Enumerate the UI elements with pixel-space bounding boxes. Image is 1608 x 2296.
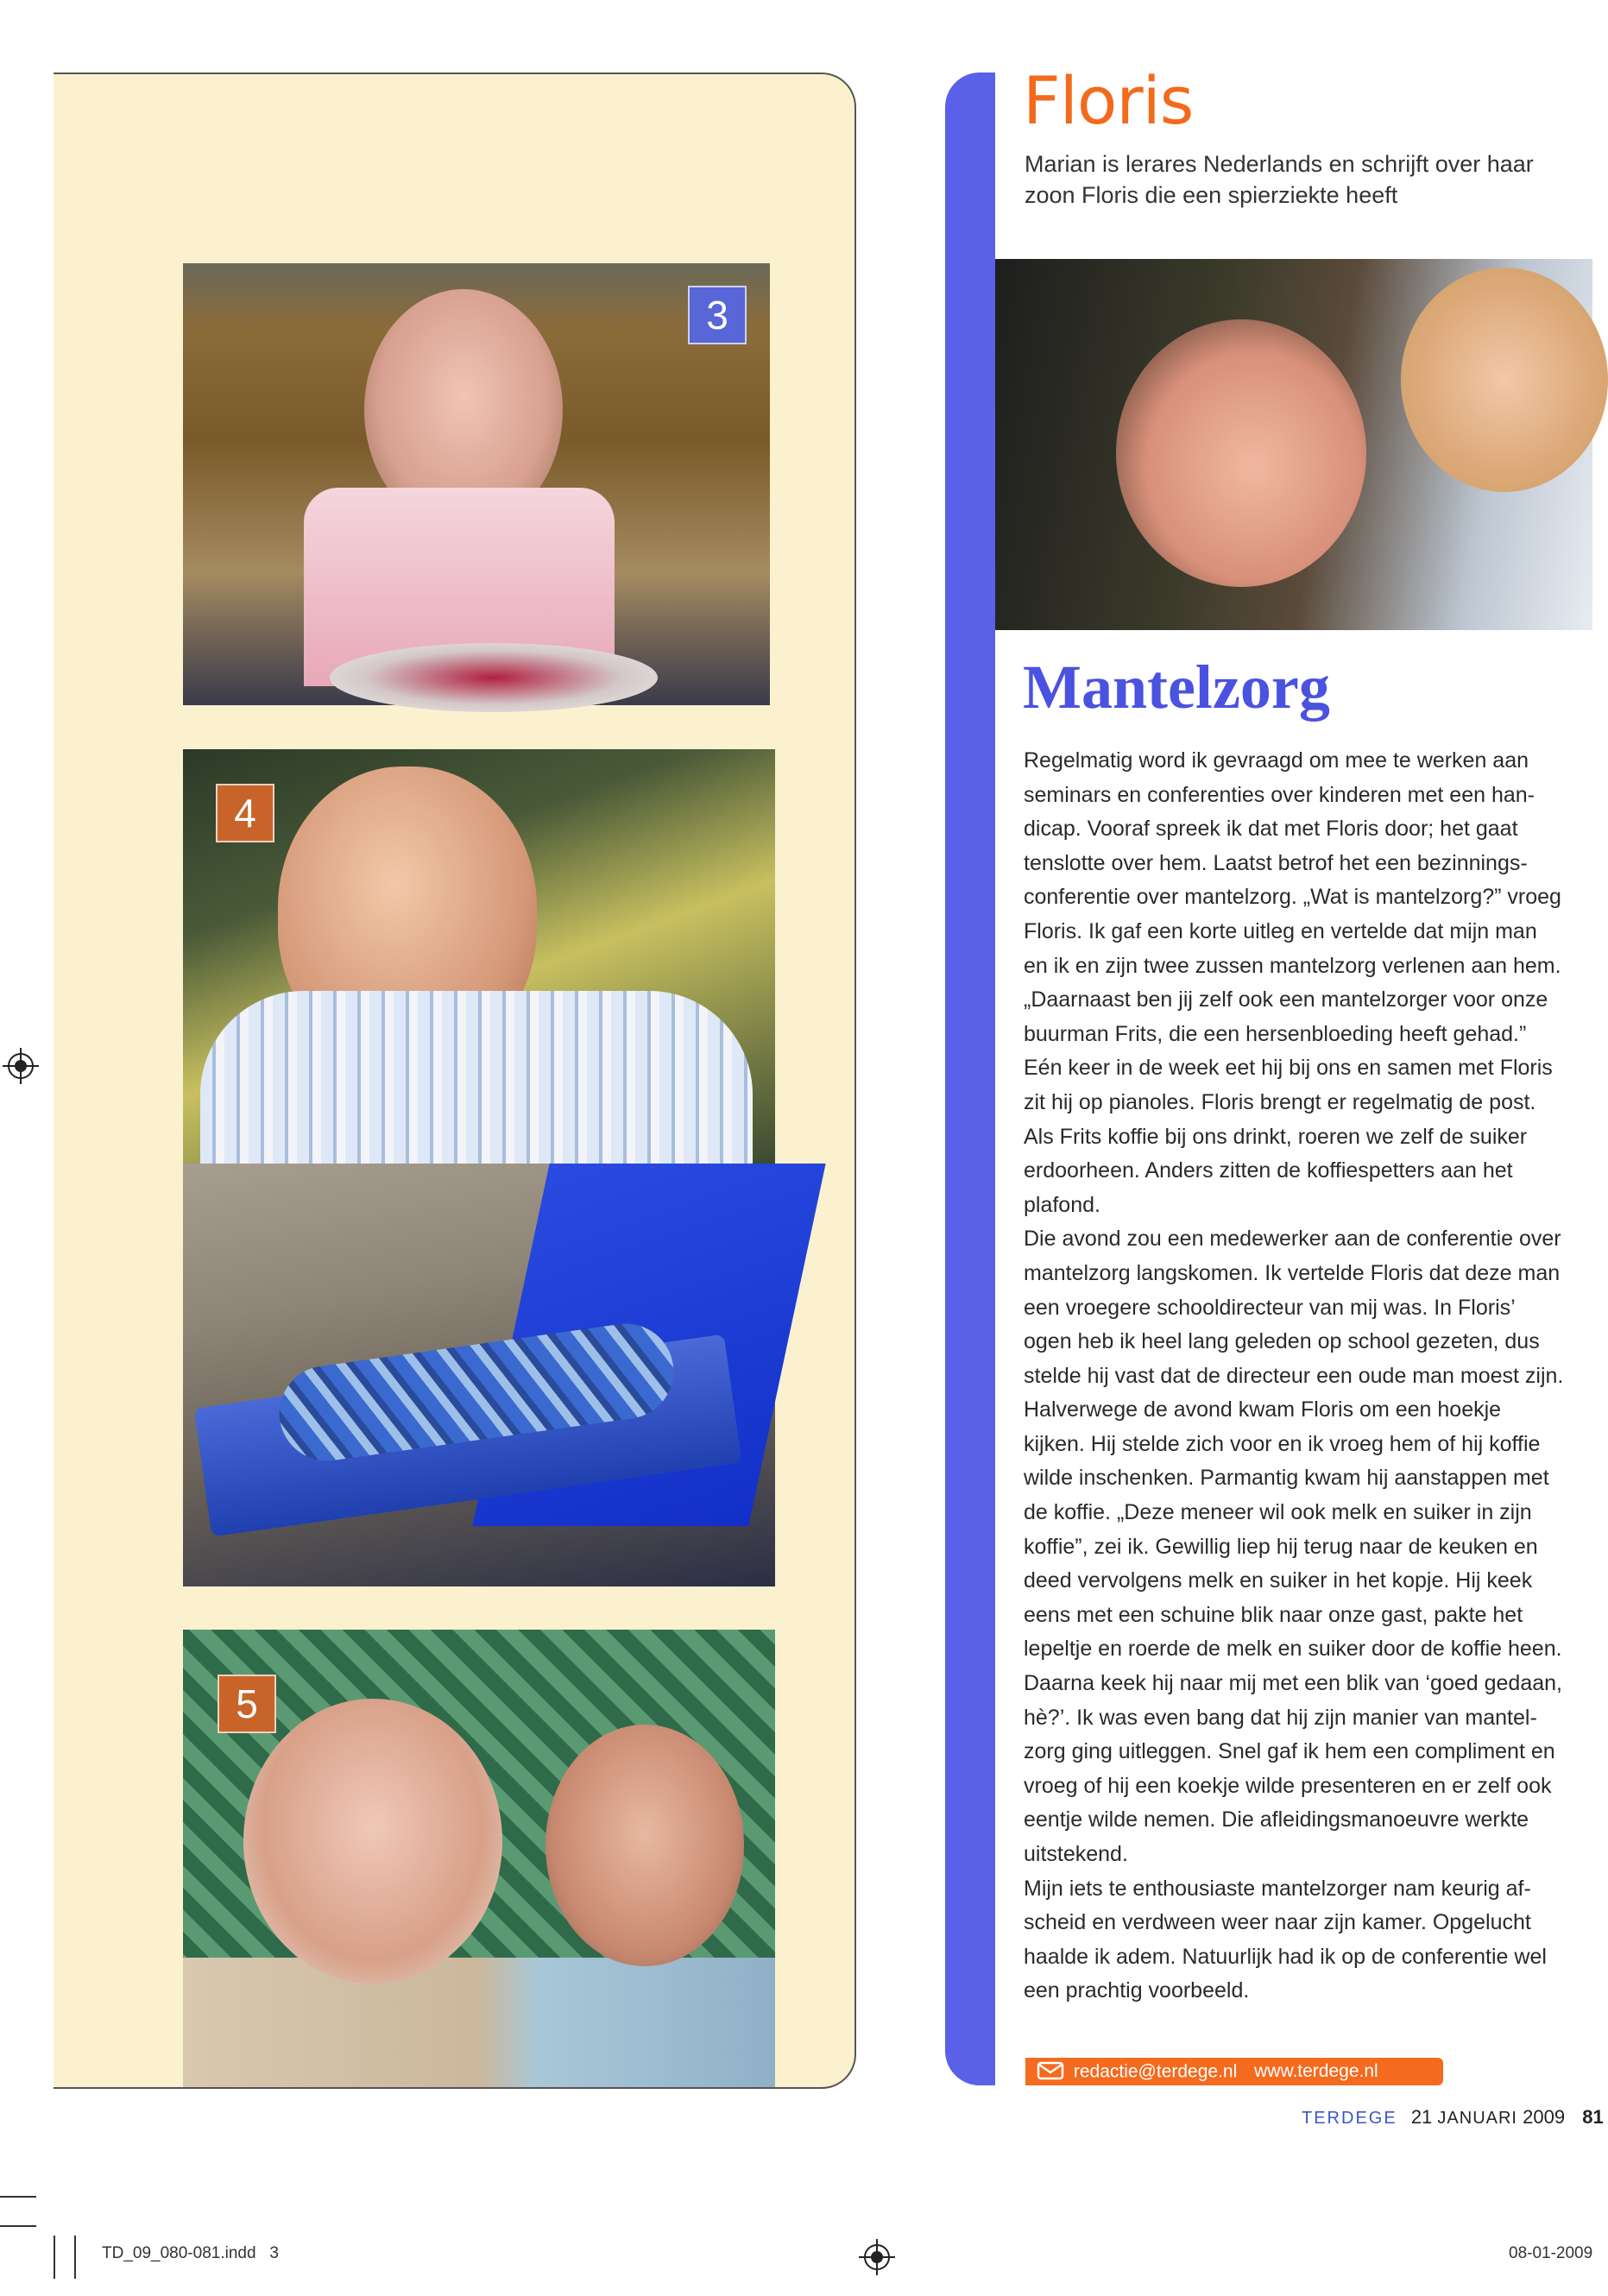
article-line: uitstekend. xyxy=(1024,1842,1128,1866)
article-line: Mijn iets te enthousiaste mantelzorger nam keurig af- xyxy=(1024,1876,1531,1901)
contact-bar xyxy=(1025,2058,1443,2085)
boy-face xyxy=(1116,319,1366,587)
article-line: wilde inschenken. Parmantig kwam hij aanstappen met xyxy=(1024,1466,1549,1491)
page-folio xyxy=(1302,2106,1604,2129)
issue-day: 21 xyxy=(1410,2106,1433,2128)
slug-filename: TD_09_080-081.indd 3 xyxy=(102,2244,279,2262)
article-line: de koffie. „Deze meneer wil ook melk en suiker in zijn xyxy=(1024,1500,1532,1525)
crop-mark xyxy=(0,2225,36,2227)
article-line: een prachtig voorbeeld. xyxy=(1024,1978,1250,2003)
lounger-photo xyxy=(183,1164,775,1586)
article-line: buurman Frits, die een hersenbloeding heeft gehad.” xyxy=(1024,1021,1527,1046)
article-line: ogen heb ik heel lang geleden op school gezeten, dus xyxy=(1024,1329,1540,1354)
envelope-icon xyxy=(1037,2062,1063,2079)
crop-mark xyxy=(54,2236,55,2279)
striped-shirt xyxy=(200,991,753,1181)
article-line: Halverwege de avond kwam Floris om een hoekje xyxy=(1024,1397,1502,1422)
photo-number-badge: 3 xyxy=(688,286,747,344)
slug-date: 08-01-2009 xyxy=(1509,2244,1593,2262)
contact-email-link[interactable]: redactie@terdege.nl xyxy=(1073,2061,1238,2082)
article-line: kijken. Hij stelde zich voor en ik vroeg hem of hij koffie xyxy=(1024,1431,1541,1456)
man-portrait-photo xyxy=(183,749,775,1164)
article-line: Als Frits koffie bij ons drinkt, roeren we zelf de suiker xyxy=(1024,1124,1528,1149)
article-line: plafond. xyxy=(1024,1192,1100,1217)
article-line: „Daarnaast ben jij zelf ook een mantelzorger voor onze xyxy=(1024,987,1548,1012)
article-line: eentje wilde nemen. Die afleidingsmanoeuvre werkte xyxy=(1024,1807,1529,1832)
article-line: koffie”, zei ik. Gewillig liep hij terug naar de keuken en xyxy=(1024,1534,1538,1559)
article-line: en ik en zijn twee zussen mantelzorg verlenen aan hem. xyxy=(1024,953,1561,978)
dessert-plate xyxy=(330,643,658,712)
crop-mark xyxy=(0,2196,36,2198)
article-line: zorg ging uitleggen. Snel gaf ik hem een compliment en xyxy=(1024,1739,1555,1764)
crop-mark xyxy=(74,2236,76,2279)
article-title: Mantelzorg xyxy=(1023,653,1330,722)
article-line: hè?’. Ik was even bang dat hij zijn manier van mantel- xyxy=(1024,1705,1537,1730)
floris-and-mother-photo xyxy=(995,259,1592,630)
article-line: lepeltje en roerde de melk en suiker door de koffie heen. xyxy=(1024,1637,1562,1662)
couple-clothes xyxy=(183,1958,775,2087)
article-line: vroeg of hij een koekje wilde presenteren en er zelf ook xyxy=(1024,1773,1552,1798)
issue-year: 2009 xyxy=(1523,2106,1566,2128)
registration-mark-icon xyxy=(8,1053,34,1079)
magazine-name: TERDEGE xyxy=(1302,2109,1397,2128)
article-line: stelde hij vast dat de directeur een oude man moest zijn. xyxy=(1024,1363,1564,1388)
column-intro: Marian is lerares Nederlands en schrijft over haar zoon Floris die een spierziekte heeft xyxy=(1025,151,1534,208)
article-line: mantelzorg langskomen. Ik vertelde Floris dat deze man xyxy=(1024,1260,1561,1285)
elderly-man xyxy=(545,1725,744,1966)
photo-number-badge: 4 xyxy=(216,784,274,842)
article-line: Eén keer in de week eet hij bij ons en samen met Floris xyxy=(1024,1056,1553,1081)
article-line: tenslotte over hem. Laatst betrof het een bezinnings- xyxy=(1024,850,1528,875)
article-line: zit hij op pianoles. Floris brengt er regelmatig de post. xyxy=(1024,1089,1536,1114)
article-line: erdoorheen. Anders zitten de koffiespetters aan het xyxy=(1024,1158,1513,1183)
column-title: Floris xyxy=(1023,62,1194,139)
contact-website-link[interactable]: www.terdege.nl xyxy=(1254,2061,1378,2082)
registration-mark-icon xyxy=(864,2244,890,2270)
article-line: dicap. Vooraf spreek ik dat met Floris door; het gaat xyxy=(1024,817,1518,842)
article-body xyxy=(1024,744,1592,2009)
article-line: Die avond zou een medewerker aan de conferentie over xyxy=(1024,1227,1561,1252)
issue-month: JANUARI xyxy=(1437,2109,1517,2128)
elderly-couple-photo xyxy=(183,1630,775,2085)
toddler-photo xyxy=(183,263,770,705)
page-number: 81 xyxy=(1582,2106,1604,2128)
article-line: conferentie over mantelzorg. „Wat is mantelzorg?” vroeg xyxy=(1024,885,1561,910)
article-line: seminars en conferenties over kinderen met een han- xyxy=(1024,782,1535,807)
article-line: Floris. Ik gaf een korte uitleg en vertelde dat mijn man xyxy=(1024,918,1537,943)
article-line: Daarna keek hij naar mij met een blik van ‘goed gedaan, xyxy=(1024,1671,1562,1696)
article-line: een vroegere schooldirecteur van mij was. In Floris’ xyxy=(1024,1295,1516,1320)
elderly-woman xyxy=(243,1699,502,1984)
photo-number-badge: 5 xyxy=(218,1675,276,1733)
article-line: eens met een schuine blik naar onze gast, pakte het xyxy=(1024,1602,1523,1627)
article-line: scheid en verdween weer naar zijn kamer. Opgelucht xyxy=(1024,1910,1531,1935)
article-line: Regelmatig word ik gevraagd om mee te werken aan xyxy=(1024,748,1529,773)
article-line: haalde ik adem. Natuurlijk had ik op de conferentie wel xyxy=(1024,1944,1547,1969)
column-accent-bar xyxy=(945,73,995,2085)
article-line: deed vervolgens melk en suiker in het kopje. Hij keek xyxy=(1024,1568,1533,1593)
mother-face xyxy=(1401,268,1608,492)
